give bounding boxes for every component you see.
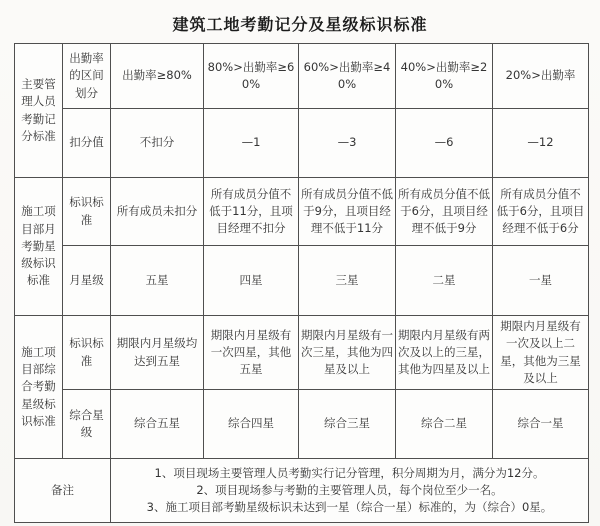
cell-mstd-5: 所有成员分值不低于6分，且项目经理不低于6分 — [493, 178, 589, 246]
row-label-monthly-standard: 标识标准 — [63, 178, 111, 246]
cell-mstar-3: 三星 — [299, 246, 396, 316]
table-row — [15, 44, 589, 109]
cell-range-1: 出勤率≥80% — [111, 44, 204, 109]
cell-cstd-1: 期限内月星级均达到五星 — [111, 316, 204, 390]
cell-cstar-5: 综合一星 — [493, 390, 589, 459]
cell-mstar-4: 二星 — [396, 246, 493, 316]
cell-cstar-4: 综合二星 — [396, 390, 493, 459]
cell-mstd-2: 所有成员分值不低于11分，且项目经理不扣分 — [204, 178, 299, 246]
cell-cstar-1: 综合五星 — [111, 390, 204, 459]
cell-mstar-1: 五星 — [111, 246, 204, 316]
cell-deduct-3: —3 — [299, 109, 396, 178]
row-label-comprehensive-standard: 标识标准 — [63, 316, 111, 390]
cell-range-5: 20%>出勤率 — [493, 44, 589, 109]
cell-range-3: 60%>出勤率≥40% — [299, 44, 396, 109]
document-title: 建筑工地考勤记分及星级标识标准 — [172, 15, 428, 34]
cell-deduct-5: —12 — [493, 109, 589, 178]
notes-content — [111, 459, 589, 523]
table-row — [15, 390, 589, 459]
cell-cstd-3: 期限内月星级有一次三星，其他为四星及以上 — [299, 316, 396, 390]
cell-cstd-4: 期限内月星级有两次及以上的三星，其他为四星及以上 — [396, 316, 493, 390]
cell-mstd-3: 所有成员分值不低于9分，且项目经理不低于11分 — [299, 178, 396, 246]
cell-cstd-5: 期限内月星级有一次及以上二星，其他为三星及以上 — [493, 316, 589, 390]
cell-deduct-2: —1 — [204, 109, 299, 178]
cell-deduct-4: —6 — [396, 109, 493, 178]
cell-mstd-4: 所有成员分值不低于6分，且项目经理不低于9分 — [396, 178, 493, 246]
table-row — [15, 109, 589, 178]
cell-cstar-3: 综合三星 — [299, 390, 396, 459]
cell-mstar-5: 一星 — [493, 246, 589, 316]
cell-deduct-1: 不扣分 — [111, 109, 204, 178]
table-row — [15, 246, 589, 316]
table-row — [15, 178, 589, 246]
section-label-monthly-star: 施工项目部月考勤星级标识标准 — [15, 178, 63, 316]
row-label-monthly-star: 月星级 — [63, 246, 111, 316]
section-label-scoring: 主要管理人员考勤记分标准 — [15, 44, 63, 178]
cell-mstar-2: 四星 — [204, 246, 299, 316]
row-label-deduction: 扣分值 — [63, 109, 111, 178]
note-item-1: 1、项目现场主要管理人员考勤实行记分管理，积分周期为月，满分为12分。 — [154, 465, 545, 480]
section-label-comprehensive-star: 施工项目部综合考勤星级标识标准 — [15, 316, 63, 459]
note-item-2: 2、项目现场参与考勤的主要管理人员，每个岗位至少一名。 — [196, 482, 503, 497]
row-label-comprehensive-star: 综合星级 — [63, 390, 111, 459]
table-row — [15, 316, 589, 390]
cell-cstar-2: 综合四星 — [204, 390, 299, 459]
row-label-attendance-range: 出勤率的区间划分 — [63, 44, 111, 109]
cell-range-4: 40%>出勤率≥20% — [396, 44, 493, 109]
cell-cstd-2: 期限内月星级有一次四星，其他五星 — [204, 316, 299, 390]
notes-label: 备注 — [15, 459, 111, 523]
cell-mstd-1: 所有成员未扣分 — [111, 178, 204, 246]
note-item-3: 3、施工项目部考勤星级标识未达到一星（综合一星）标准的，为（综合）0星。 — [146, 500, 553, 515]
attendance-standards-table — [14, 43, 589, 523]
table-row-notes — [15, 459, 589, 523]
cell-range-2: 80%>出勤率≥60% — [204, 44, 299, 109]
